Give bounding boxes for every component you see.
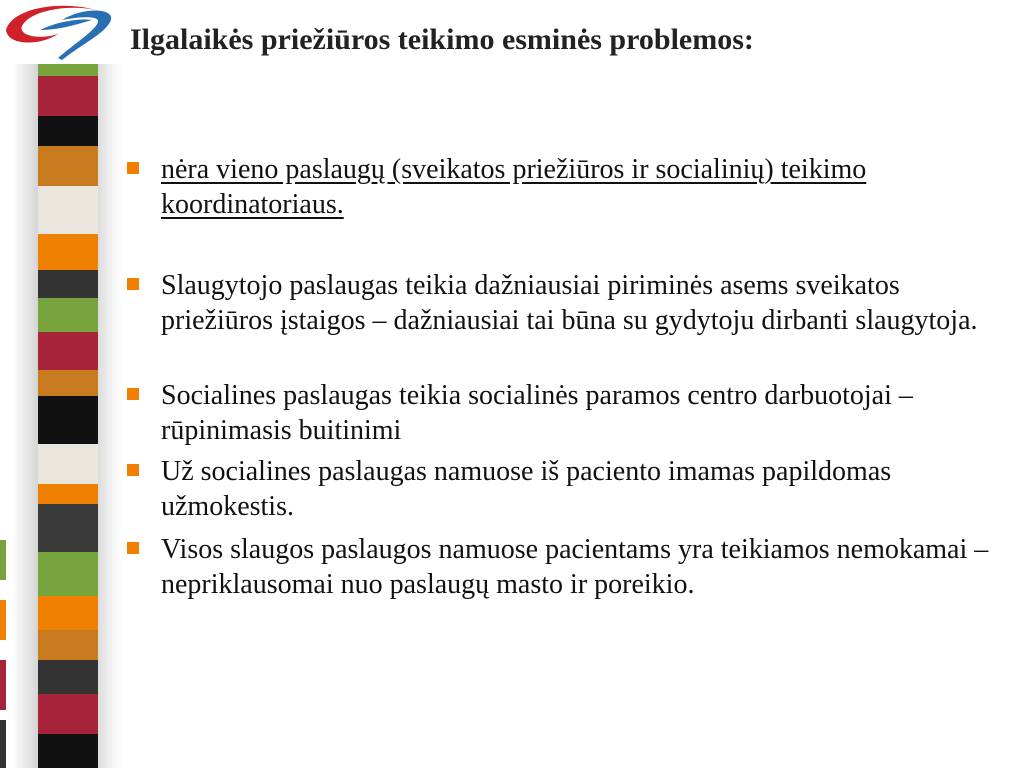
square-bullet-icon [127, 162, 139, 174]
square-bullet-icon [127, 464, 139, 476]
bullet-text-5: Visos slaugos paslaugos namuose pacientams yra teikiamos nemokamai – nepriklausomai nuo paslaugų masto ir poreikio. [161, 534, 989, 600]
bullet-text-1: nėra vieno paslaugų (sveikatos priežiūros ir socialinių) teikimo koordinatoriaus. [161, 154, 867, 220]
decorative-stripe [38, 64, 98, 768]
square-bullet-icon [127, 542, 139, 554]
bullet-item-4 [122, 454, 1017, 524]
bullet-text-4: Už socialines paslaugas namuose iš paciento imamas papildomas užmokestis. [161, 456, 892, 522]
bullet-item-3 [122, 378, 1017, 448]
bullet-text-3: Socialines paslaugas teikia socialinės paramos centro darbuotojai – rūpinimasis buitinimi [161, 380, 913, 446]
bullet-item-1 [122, 152, 1017, 222]
logo-icon [0, 0, 118, 66]
bullet-item-2 [122, 268, 1017, 338]
square-bullet-icon [127, 278, 139, 290]
bullet-text-2: Slaugytojo paslaugas teikia dažniausiai piriminės asems sveikatos priežiūros įstaigos – dažniausiai tai būna su gydytoju dirbanti slaugytoja. [161, 270, 978, 336]
bullet-item-5 [122, 532, 1017, 602]
square-bullet-icon [127, 388, 139, 400]
slide-title: Ilgalaikės priežiūros teikimo esminės problemos: [130, 23, 754, 56]
edge-decoration [0, 540, 6, 768]
